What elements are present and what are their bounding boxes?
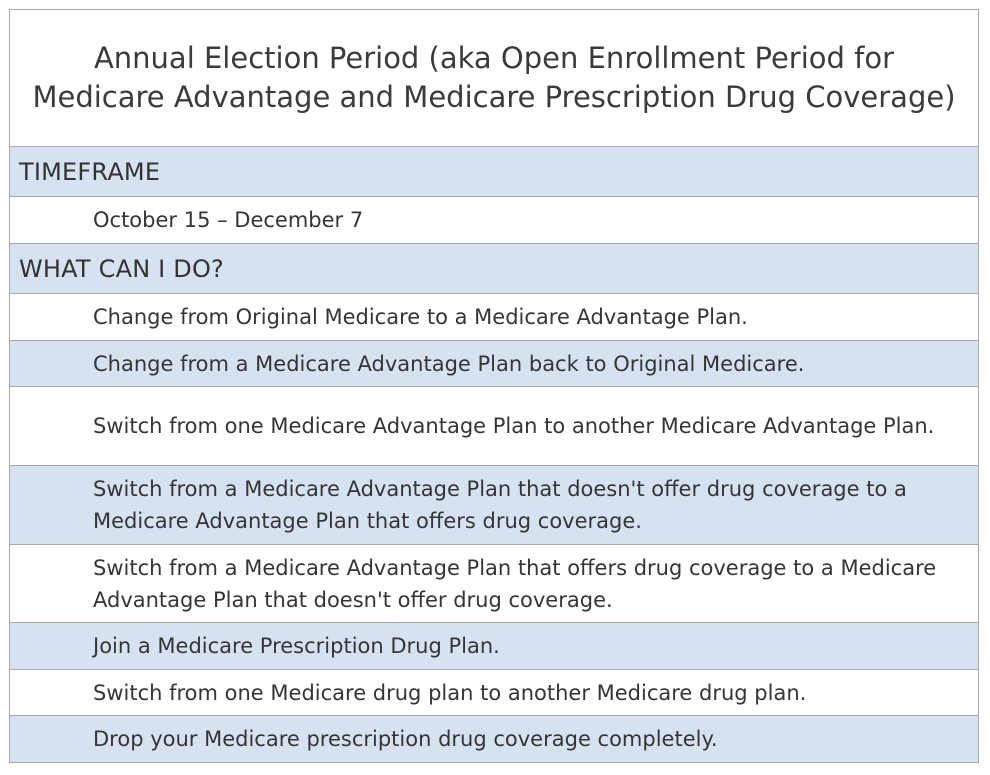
timeframe-value: October 15 – December 7 — [93, 208, 364, 232]
list-item — [10, 293, 978, 340]
timeframe-heading: TIMEFRAME — [19, 157, 161, 186]
what-can-i-do-header-row — [10, 243, 978, 293]
list-item-text: Join a Medicare Prescription Drug Plan. — [93, 634, 500, 658]
list-item-text: Switch from a Medicare Advantage Plan that offers drug coverage to a Medicare Advantage Plan that doesn't offer drug coverage. — [93, 555, 937, 612]
timeframe-value-row — [10, 196, 978, 243]
list-item-text: Change from a Medicare Advantage Plan back to Original Medicare. — [93, 351, 805, 376]
enrollment-period-table — [9, 9, 979, 763]
list-item — [10, 465, 978, 544]
list-item-text: Change from Original Medicare to a Medicare Advantage Plan. — [93, 305, 748, 329]
list-item — [10, 669, 978, 715]
what-can-i-do-heading: WHAT CAN I DO? — [19, 254, 224, 283]
list-item-text: Drop your Medicare prescription drug coverage completely. — [93, 727, 718, 751]
title-row — [10, 10, 978, 146]
list-item — [10, 622, 978, 669]
list-item-text: Switch from a Medicare Advantage Plan that doesn't offer drug coverage to a Medicare Advantage Plan that offers drug coverage. — [93, 477, 907, 533]
list-item — [10, 386, 978, 465]
list-item-text: Switch from one Medicare Advantage Plan to another Medicare Advantage Plan. — [93, 414, 935, 438]
timeframe-header-row — [10, 146, 978, 196]
list-item-text: Switch from one Medicare drug plan to another Medicare drug plan. — [93, 680, 807, 705]
list-item — [10, 715, 978, 762]
table-title: Annual Election Period (aka Open Enrollment Period for Medicare Advantage and Medicare Prescription Drug Coverage) — [32, 41, 956, 114]
list-item — [10, 544, 978, 622]
list-item — [10, 340, 978, 386]
